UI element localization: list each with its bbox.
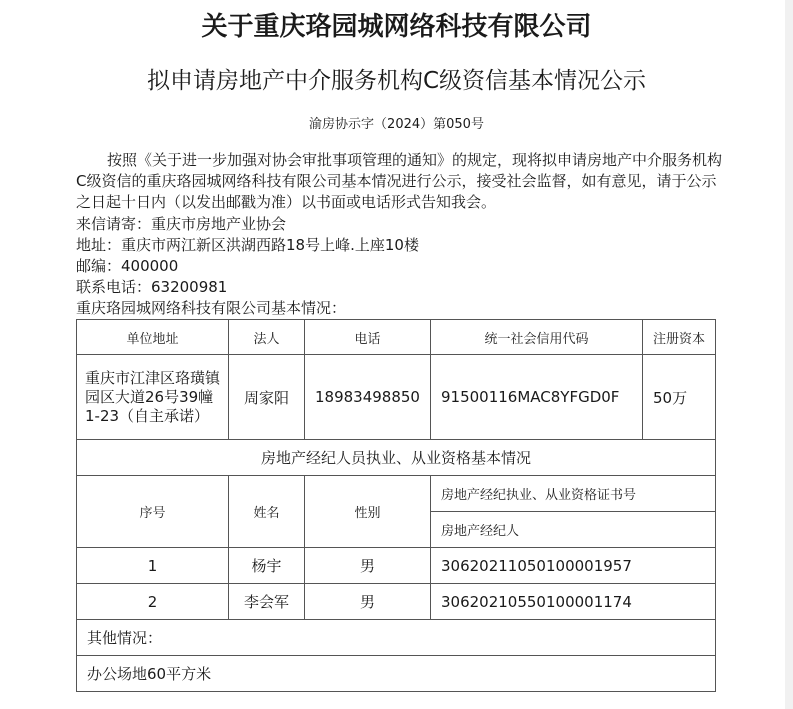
- agent-name: 杨宇: [229, 548, 305, 584]
- company-address: 重庆市江津区珞璜镇园区大道26号39幢1-23（自主承诺）: [77, 355, 229, 440]
- company-legal-person: 周家阳: [229, 355, 305, 440]
- other-value: 办公场地60平方米: [77, 656, 716, 692]
- page-title: 关于重庆珞园城网络科技有限公司: [201, 12, 592, 42]
- header-capital: 注册资本: [643, 320, 716, 355]
- page-subtitle: 拟申请房地产中介服务机构C级资信基本情况公示: [146, 68, 647, 94]
- company-data-row: [77, 355, 716, 440]
- header-cert-type: 房地产经纪人: [431, 512, 716, 548]
- header-index: 序号: [77, 476, 229, 548]
- contact-phone: 联系电话：63200981: [76, 278, 228, 296]
- agents-section-row: [77, 440, 716, 476]
- other-label-row: [77, 620, 716, 656]
- header-gender: 性别: [305, 476, 431, 548]
- contact-address: 地址：重庆市两江新区洪湖西路18号上峰.上座10楼: [76, 236, 419, 254]
- agent-name: 李会军: [229, 584, 305, 620]
- intro-paragraph: 按照《关于进一步加强对协会审批事项管理的通知》的规定，现将拟申请房地产中介服务机构C级资信的重庆珞园城网络科技有限公司基本情况进行公示，接受社会监督，如有意见，请于公示之日起十日内（以发出邮戳为准）以书面或电话形式告知我会。: [76, 151, 723, 211]
- agent-row: [77, 548, 716, 584]
- company-phone: 18983498850: [305, 355, 431, 440]
- agent-index: 2: [77, 584, 229, 620]
- agents-section-title: 房地产经纪人员执业、从业资格基本情况: [77, 440, 716, 476]
- company-capital: 50万: [643, 355, 716, 440]
- header-cert-no: 房地产经纪执业、从业资格证书号: [431, 476, 716, 512]
- agent-index: 1: [77, 548, 229, 584]
- agent-gender: 男: [305, 584, 431, 620]
- header-phone: 电话: [305, 320, 431, 355]
- contact-mail-to: 来信请寄：重庆市房地产业协会: [76, 215, 287, 233]
- company-info-table: [76, 319, 716, 692]
- header-name: 姓名: [229, 476, 305, 548]
- header-credit-code: 统一社会信用代码: [431, 320, 643, 355]
- agents-header-row-1: [77, 476, 716, 512]
- company-credit-code: 91500116MAC8YFGD0F: [431, 355, 643, 440]
- agent-cert: 30620211050100001957: [431, 548, 716, 584]
- table-caption: 重庆珞园城网络科技有限公司基本情况：: [76, 299, 347, 317]
- document-number: 渝房协示字（2024）第050号: [309, 117, 484, 132]
- agent-cert: 30620210550100001174: [431, 584, 716, 620]
- agent-row: [77, 584, 716, 620]
- other-label: 其他情况：: [77, 620, 716, 656]
- header-legal-person: 法人: [229, 320, 305, 355]
- other-value-row: [77, 656, 716, 692]
- company-header-row: [77, 320, 716, 355]
- agent-gender: 男: [305, 548, 431, 584]
- scrollbar-track[interactable]: [785, 0, 793, 709]
- header-address: 单位地址: [77, 320, 229, 355]
- contact-postcode: 邮编：400000: [76, 257, 179, 275]
